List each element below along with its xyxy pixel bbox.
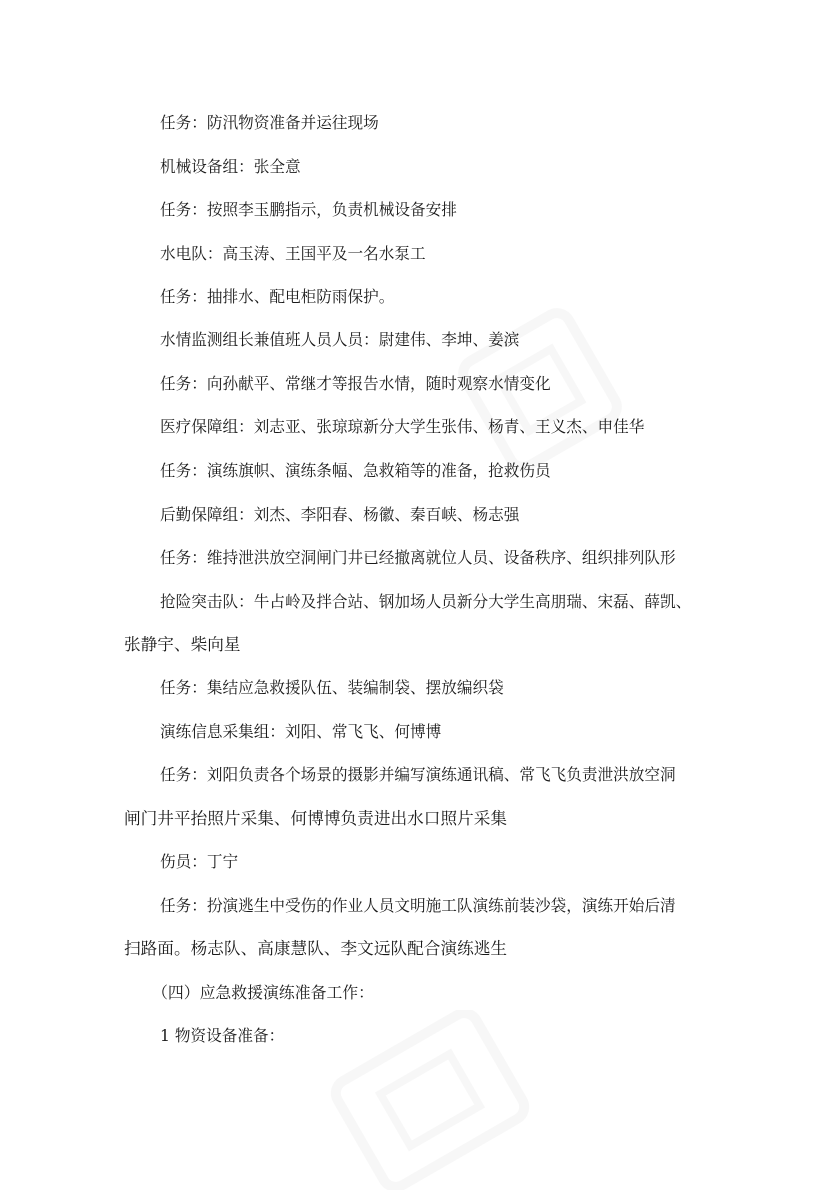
line-7: 任务：向孙献平、常继才等报告水情，随时观察水情变化 [160,374,551,393]
line-13: 张静宇、柴向星 [124,635,241,654]
line-6: 水情监测组长兼值班人员人员：尉建伟、李坤、姜滨 [160,330,520,349]
line-12: 抢险突击队：牛占岭及拌合站、钢加场人员新分大学生高朋瑞、宋磊、薛凯、 [160,592,692,611]
line-4: 水电队：高玉涛、王国平及一名水泵工 [160,244,426,263]
line-14: 任务：集结应急救援队伍、装编制袋、摆放编织袋 [160,678,504,697]
line-5: 任务：抽排水、配电柜防雨保护。 [160,287,395,306]
line-8: 医疗保障组：刘志亚、张琼琼新分大学生张伟、杨青、王义杰、申佳华 [160,417,645,436]
line-22: 1 物资设备准备： [160,1026,285,1045]
line-21: （四）应急救援演练准备工作： [152,983,375,1002]
line-19: 任务：扮演逃生中受伤的作业人员文明施工队演练前装沙袋，演练开始后清 [160,896,676,915]
line-9: 任务：演练旗帜、演练条幅、急救箱等的准备，抢救伤员 [160,461,551,480]
line-2: 机械设备组：张全意 [160,157,301,176]
line-11: 任务：维持泄洪放空洞闸门井已经撤离就位人员、设备秩序、组织排列队形 [160,548,676,567]
line-1: 任务：防汛物资准备并运往现场 [160,113,379,132]
line-16: 任务：刘阳负责各个场景的摄影并编写演练通讯稿、常飞飞负责泄洪放空洞 [160,765,676,784]
line-18: 伤员：丁宁 [160,852,239,871]
line-20: 扫路面。杨志队、高康慧队、李文远队配合演练逃生 [124,939,508,958]
line-10: 后勤保障组：刘杰、李阳春、杨徽、秦百峡、杨志强 [160,505,520,524]
line-3: 任务：按照李玉鹏指示，负责机械设备安排 [160,200,457,219]
line-15: 演练信息采集组：刘阳、常飞飞、何博博 [160,722,442,741]
line-17: 闸门井平抬照片采集、何博博负责进出水口照片采集 [124,809,508,828]
